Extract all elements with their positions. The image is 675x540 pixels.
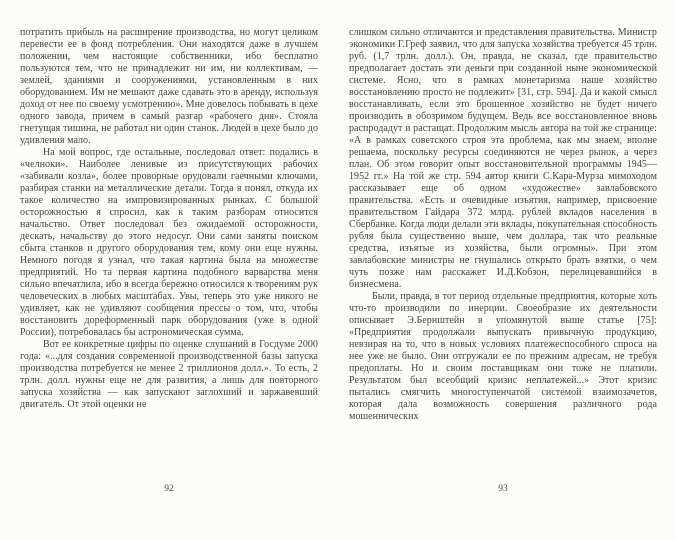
page-right bbox=[349, 27, 657, 527]
paragraph: На мой вопрос, где остальные, последовал ответ: подались в «челноки». Наиболее ленивые из присутствующих рабочих «забивали козла», более проворные орудовали гаечными ключами, разбирая станки на металлические детали. Тогда я понял, откуда их такое количество на импровизированных рынках. С большой осторожностью я спросил, как к таким разборам относится начальство. Ответ последовал без ожидаемой осторожности, дескать, начальству до этого недосуг. Они сами заняты поиском сбыта станков и другого оборудования тем, кому они еще нужны. Немного погодя я узнал, что такая картина была на множестве предприятий. Но та первая картина подобного варварства меня сильно впечатлила, ибо я всегда бережно относился к творениям рук человеческих в любых масштабах. Увы, теперь это уже никого не удивляет, как не удивляют сообщения прессы о том, что, чтобы восстановить дореформенный парк оборудования (уже в одной России), потребовалась бы астрономическая сумма. bbox=[20, 147, 318, 338]
paragraph: потратить прибыль на расширение производства, но могут целиком перевести ее в фонд потребления. Они находятся даже в лучшем положении, чем настоящие собственники, ибо бесплатно пользуются тем, что не принадлежит ни им, ни коллективам, — землей, зданиями и сооружениями, установленным в них оборудованием. Им не мешают даже сдавать это в аренду, используя доход от нее по своему усмотрению». Мне довелось побывать в цехе одного завода, причем в самый разгар «рабочего дня». Стояла гнетущая тишина, не работал ни один станок. Людей в цехе было до удивления мало. bbox=[20, 27, 318, 146]
paragraph: слишком сильно отличаются и представления правительства. Министр экономики Г.Греф заявил, что для запуска хозяйства требуется 45 трлн. руб. (1,7 трлн. долл.). Он, правда, не сказал, где правительство предполагает достать эти деньги при созданной ныне экономической системе. Ясно, что в рамках монетаризма наше хозяйство восстановлению просто не подлежит» [31, стр. 594]. Да и какой смысл восстанавливать, если это брошенное хозяйство не будет ничего производить в обозримом будущем. Ведь все восстановленное вновь распродадут и растащат. Продолжим мысль автора на той же странице: «А в рамках советского строя эта проблема, как мы знаем, вполне решаема, поскольку ресурсы соединяются не через рынок, а через план. Об этом говорит опыт восстановительной программы 1945—1952 гг.» На той же стр. 594 автор книги С.Кара-Мурза мимоходом рассказывает еще об одном «художестве» завлабовского правительства. «Есть и очевидные изъятия, например, присвоение правительством Гайдара 372 млрд. рублей вкладов населения в Сбербанке. Когда люди делали эти вклады, покупательная способность рубля была существенно выше, чем доллара, так что реальные средства, изъятые из хозяйства, были огромны». При этом завлабовские министры не гнушались открыто брать взятки, о чем чуть позже нам расскажет И.Д.Кобзон, перелицевавшийся в бизнесмена. bbox=[349, 27, 657, 290]
paragraph: Вот ее конкретные цифры по оценке слушаний в Госдуме 2000 года: «...для создания современной производственной базы запуска производства потребуется не менее 2 триллионов долл.». То есть, 2 трлн. долл. нужны еще не для развития, а лишь для повторного запуска хозяйства — как запускают заглохший и заржавевший двигатель. От этой оценки не bbox=[20, 339, 318, 410]
page-number-right: 93 bbox=[498, 484, 508, 494]
page-left bbox=[20, 27, 318, 527]
page-number-left: 92 bbox=[164, 484, 174, 494]
paragraph: Были, правда, в тот период отдельные предприятия, которые хоть что-то производили по инерции. Своеобразие их деятельности описывает Э.Бернштейн в упомянутой выше статье [75]: «Предприятия продолжали выпускать привычную продукцию, невзирая на то, что в новых условиях платежеспособного спроса на нее уже не было. Они отгружали ее по прежним адресам, не требуя предоплаты. Но и своим поставщикам они тоже не платили. Результатом был всеобщий кризис неплатежей...» Этот кризис пытались смягчить многоступенчатой системой взаимозачетов, которая дала возможность совершения различного рода мошеннических bbox=[349, 291, 657, 422]
page-left-text-block bbox=[20, 27, 318, 411]
page-right-text-block bbox=[349, 27, 657, 423]
